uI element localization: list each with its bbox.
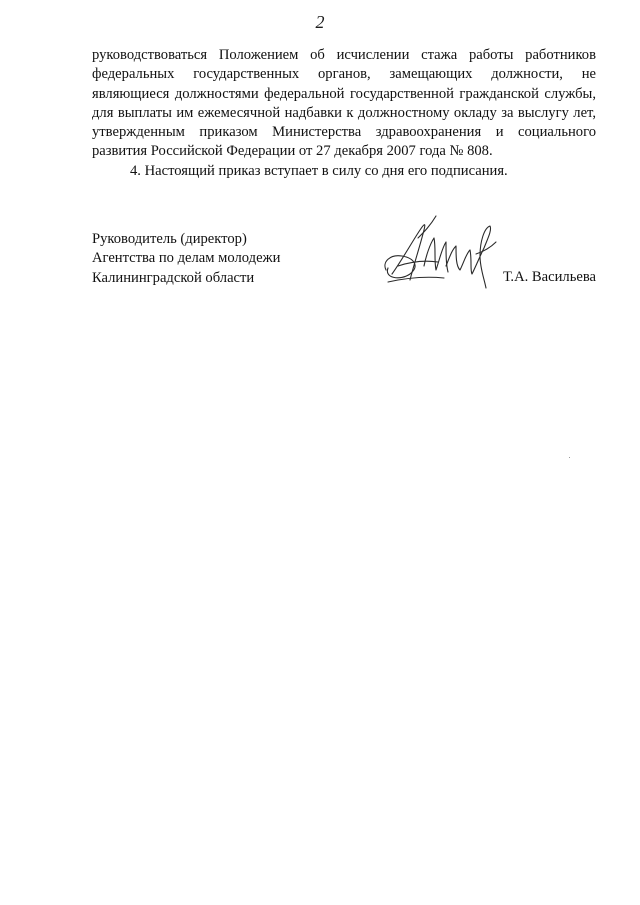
body-paragraph-continuation: руководствоваться Положением об исчислении стажа работы работников федеральных государственных органов, замещающих должности, не являющиеся должностями федеральной государственной гражданской службы, для выплаты им ежемесячной надбавки к должностному окладу за выслугу лет, утвержденным приказом Министерства здравоохранения и социального развития Российской Федерации от 27 декабря 2007 года № 808. [92,47,596,160]
signatory-position [92,230,280,288]
page-number: 2 [315,12,325,32]
scan-speck [569,457,570,458]
position-line-2: Агентства по делам молодежи [92,250,281,267]
handwritten-signature [380,208,500,292]
body-paragraph-4: 4. Настоящий приказ вступает в силу со дня его подписания. [130,162,508,179]
position-line-3: Калининградской области [92,269,255,286]
position-line-1: Руководитель (директор) [92,231,247,247]
signatory-name: Т.А. Васильева [502,269,596,285]
document-body [92,46,596,181]
